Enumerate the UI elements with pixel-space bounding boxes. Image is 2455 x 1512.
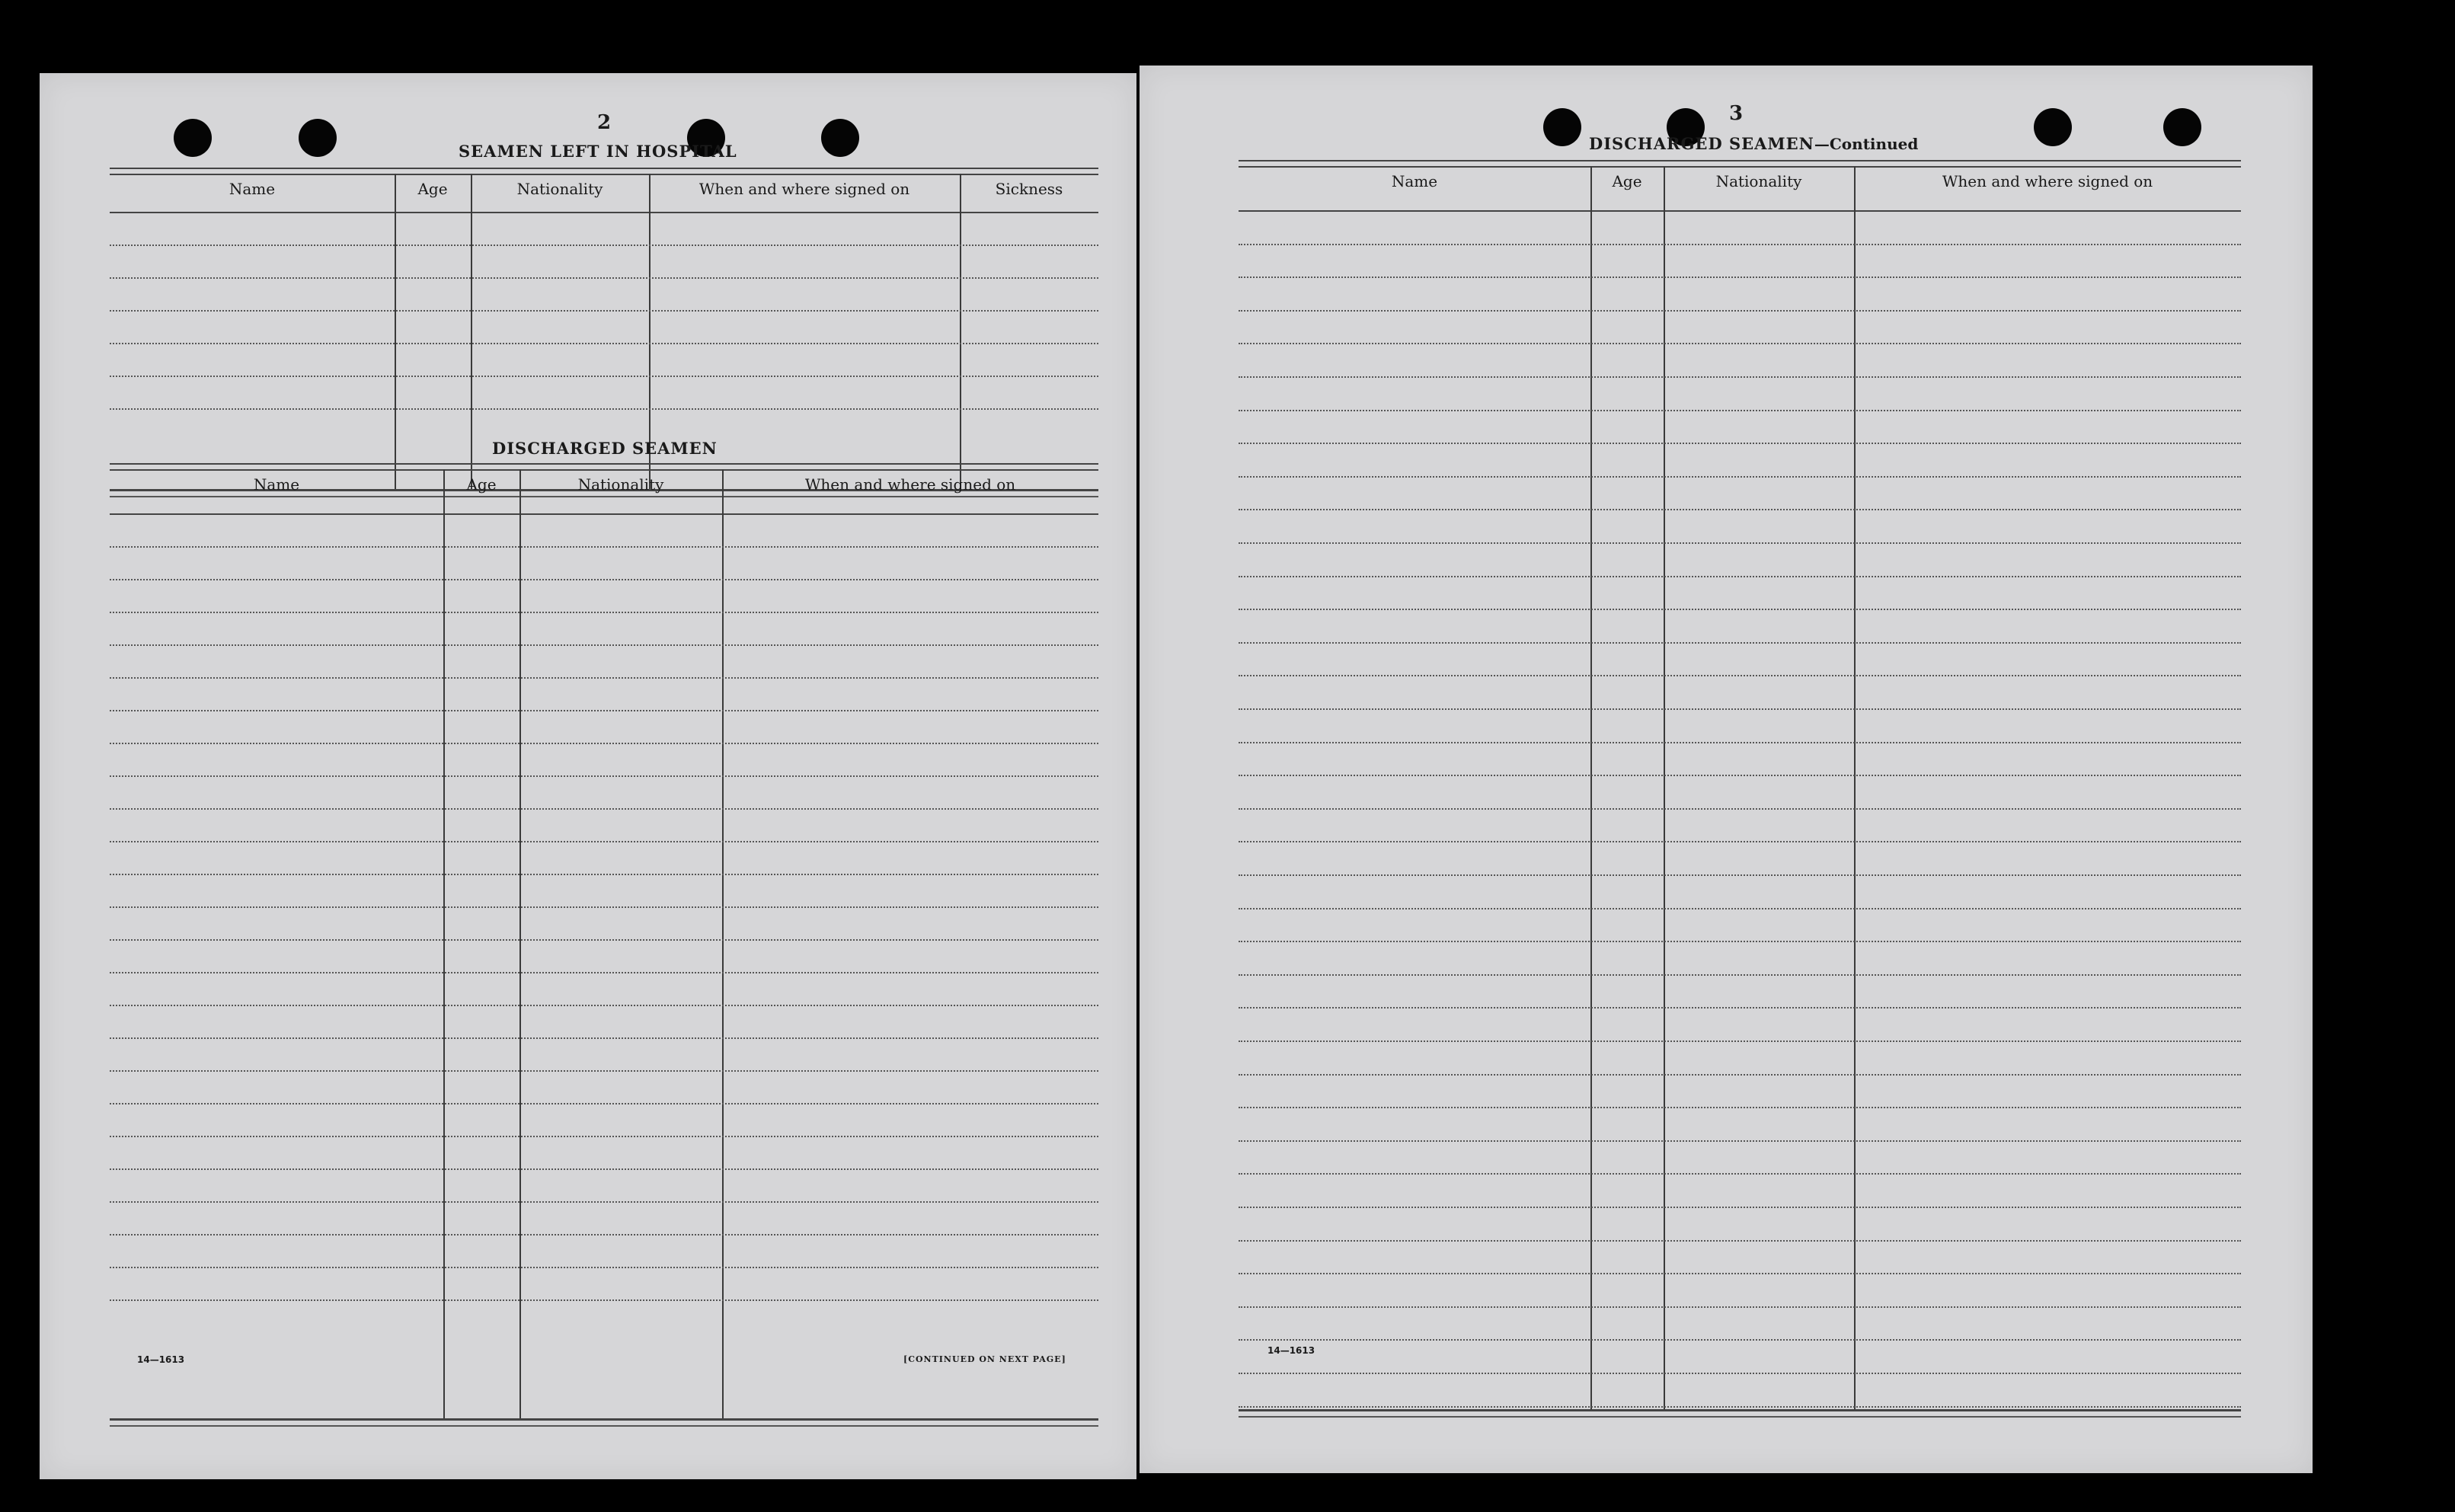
entry-row-line	[110, 612, 1098, 613]
right-form-page	[1140, 66, 2313, 1473]
discharged-continued-table	[1239, 160, 2241, 1427]
entry-row-line	[1239, 1140, 2241, 1142]
entry-row-line	[1239, 310, 2241, 312]
column-header: Name	[253, 475, 300, 494]
entry-row-line	[1239, 1040, 2241, 1042]
column-header: Nationality	[1715, 172, 1802, 190]
entry-row-line	[110, 743, 1098, 744]
column-divider	[1590, 166, 1592, 1409]
entry-row-line	[1239, 1339, 2241, 1341]
column-header: Nationality	[516, 180, 603, 198]
entry-row-line	[110, 579, 1098, 580]
table-header-rule	[110, 168, 1098, 175]
entry-row-line	[1239, 443, 2241, 444]
column-header: When and where signed on	[1942, 172, 2153, 190]
entry-row-line	[1239, 708, 2241, 710]
column-header: Age	[417, 180, 448, 198]
entry-row-line	[110, 1103, 1098, 1104]
entry-row-line	[1239, 1173, 2241, 1175]
entry-row-line	[110, 874, 1098, 875]
entry-row-line	[110, 277, 1098, 279]
entry-row-line	[110, 808, 1098, 810]
entry-row-line	[1239, 874, 2241, 876]
column-divider	[960, 174, 961, 489]
column-header: Nationality	[577, 475, 664, 494]
discharged-table	[110, 463, 1098, 1424]
table-bottom-rule	[110, 1418, 1098, 1427]
column-header: When and where signed on	[804, 475, 1016, 494]
entry-row-line	[1239, 775, 2241, 776]
entry-row-line	[1239, 1107, 2241, 1108]
entry-row-line	[110, 710, 1098, 711]
entry-row-line	[110, 1168, 1098, 1170]
entry-row-line	[1239, 476, 2241, 478]
punch-hole	[174, 119, 212, 157]
entry-row-line	[110, 1234, 1098, 1235]
entry-row-line	[110, 1299, 1098, 1301]
punch-hole	[2163, 108, 2201, 146]
column-divider	[471, 174, 472, 489]
entry-row-line	[110, 343, 1098, 344]
entry-row-line	[1239, 1207, 2241, 1208]
column-divider	[395, 174, 396, 489]
page-number: 3	[1729, 102, 1744, 125]
entry-row-line	[1239, 1074, 2241, 1076]
entry-row-line	[110, 1136, 1098, 1137]
header-divider	[110, 212, 1098, 213]
entry-row-line	[110, 546, 1098, 548]
entry-row-line	[110, 1005, 1098, 1006]
column-header: Name	[1391, 172, 1438, 190]
entry-row-line	[1239, 642, 2241, 644]
left-form-page	[40, 73, 1136, 1479]
entry-row-line	[1239, 1306, 2241, 1308]
table-header-rule	[1239, 160, 2241, 168]
entry-row-line	[110, 310, 1098, 312]
punch-hole	[2034, 108, 2072, 146]
column-divider	[1854, 166, 1856, 1409]
entry-row-line	[110, 376, 1098, 377]
entry-row-line	[1239, 908, 2241, 909]
entry-row-line	[110, 775, 1098, 777]
entry-row-line	[1239, 410, 2241, 411]
entry-row-line	[1239, 609, 2241, 610]
entry-row-line	[110, 644, 1098, 646]
section-title-text: DISCHARGED SEAMEN	[1589, 134, 1814, 153]
entry-row-line	[1239, 542, 2241, 544]
entry-row-line	[110, 939, 1098, 941]
hospital-section-title: SEAMEN LEFT IN HOSPITAL	[459, 142, 737, 161]
table-bottom-rule	[1239, 1409, 2241, 1418]
entry-row-line	[110, 408, 1098, 410]
discharged-section-title: DISCHARGED SEAMEN	[492, 439, 718, 458]
entry-row-line	[1239, 1406, 2241, 1408]
entry-row-line	[1239, 1373, 2241, 1374]
punch-hole	[821, 119, 859, 157]
column-divider	[1664, 166, 1665, 1409]
entry-row-line	[110, 677, 1098, 679]
punch-hole	[299, 119, 337, 157]
section-title-suffix: —Continued	[1814, 135, 1919, 153]
form-number: 14—1613	[137, 1354, 185, 1365]
column-header: Age	[466, 475, 497, 494]
entry-row-line	[1239, 277, 2241, 278]
entry-row-line	[110, 972, 1098, 973]
page-number: 2	[597, 111, 612, 134]
discharged-continued-title	[1589, 134, 1918, 153]
entry-row-line	[1239, 576, 2241, 577]
column-header: Sickness	[995, 180, 1063, 198]
entry-row-line	[110, 1037, 1098, 1039]
table-header-rule	[110, 463, 1098, 471]
entry-row-line	[1239, 509, 2241, 510]
entry-row-line	[110, 906, 1098, 908]
entry-row-line	[1239, 1240, 2241, 1242]
entry-row-line	[1239, 1273, 2241, 1274]
column-header: Name	[229, 180, 276, 198]
entry-row-line	[1239, 841, 2241, 842]
entry-row-line	[110, 1201, 1098, 1203]
entry-row-line	[1239, 742, 2241, 743]
column-header: When and where signed on	[698, 180, 910, 198]
entry-row-line	[1239, 941, 2241, 942]
header-divider	[110, 513, 1098, 515]
entry-row-line	[110, 245, 1098, 246]
punch-hole	[1543, 108, 1581, 146]
continued-note: [CONTINUED ON NEXT PAGE]	[903, 1354, 1066, 1364]
entry-row-line	[1239, 974, 2241, 976]
entry-row-line	[1239, 675, 2241, 676]
entry-row-line	[1239, 343, 2241, 344]
entry-row-line	[110, 841, 1098, 842]
entry-row-line	[1239, 808, 2241, 810]
entry-row-line	[110, 1267, 1098, 1268]
entry-row-line	[110, 1070, 1098, 1072]
form-number: 14—1613	[1267, 1345, 1315, 1356]
header-divider	[1239, 210, 2241, 212]
entry-row-line	[1239, 376, 2241, 378]
column-header: Age	[1612, 172, 1642, 190]
entry-row-line	[1239, 1007, 2241, 1009]
entry-row-line	[1239, 244, 2241, 245]
